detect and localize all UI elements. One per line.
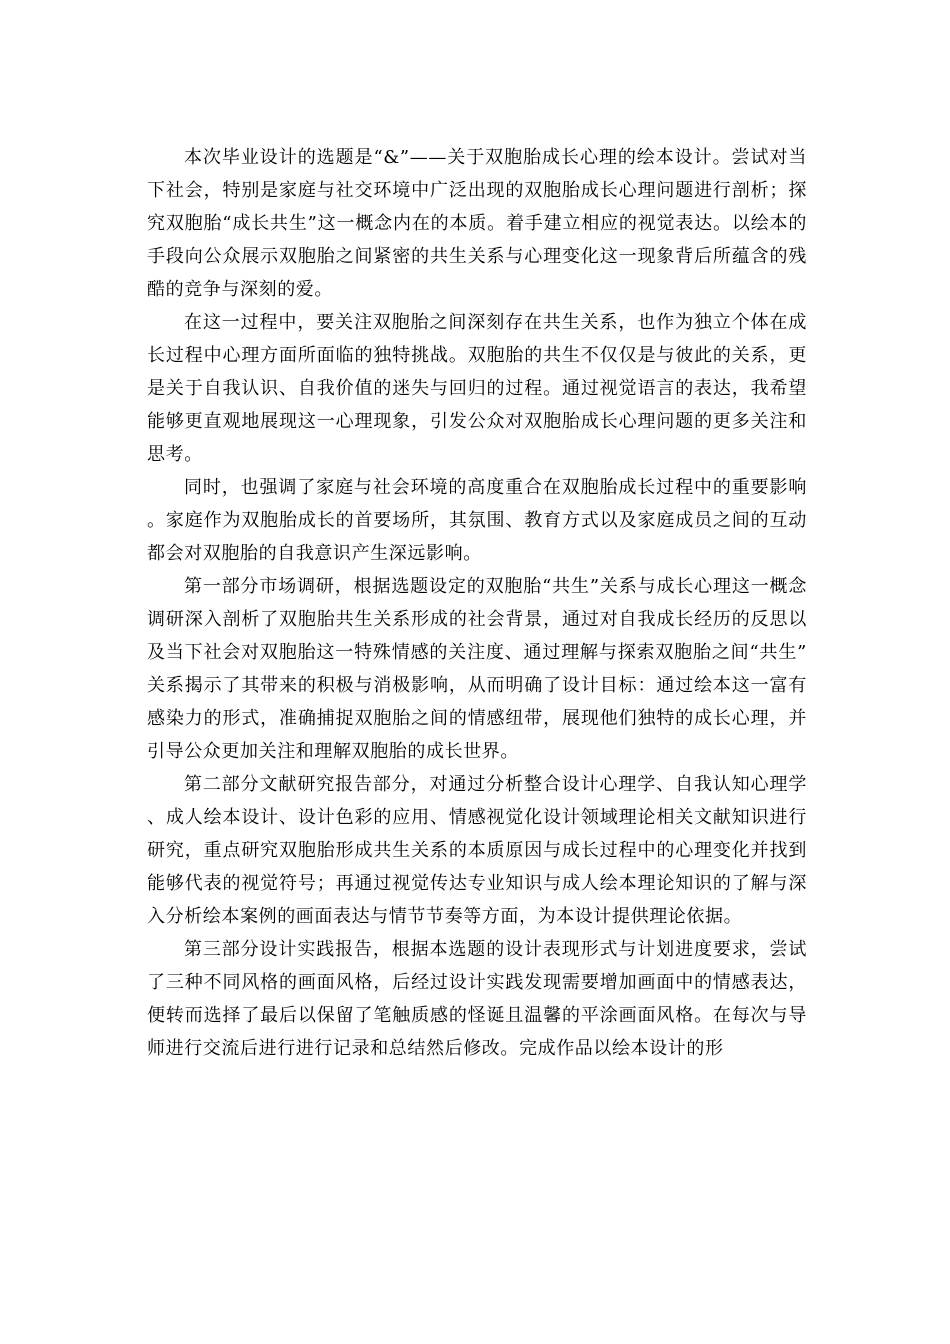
paragraph-family-environment: 同时，也强调了家庭与社会环境的高度重合在双胞胎成长过程中的重要影响。家庭作为双胞胎成长的首要场所，其氛围、教育方式以及家庭成员之间的互动都会对双胞胎的自我意识产生深远影响。 (147, 477, 807, 564)
paragraph-process-focus: 在这一过程中，要关注双胞胎之间深刻存在共生关系，也作为独立个体在成长过程中心理方面所面临的独特挑战。双胞胎的共生不仅仅是与彼此的关系，更是关于自我认识、自我价值的迷失与回归的过程。通过视觉语言的表达，我希望能够更直观地展现这一心理现象，引发公众对双胞胎成长心理问题的更多关注和思考。 (147, 312, 807, 465)
paragraph-part-two-literature-review: 第二部分文献研究报告部分，对通过分析整合设计心理学、自我认知心理学、成人绘本设计、设计色彩的应用、情感视觉化设计领域理论相关文献知识进行研究，重点研究双胞胎形成共生关系的本质原因与成长过程中的心理变化并找到能够代表的视觉符号；再通过视觉传达专业知识与成人绘本理论知识的了解与深入分析绘本案例的画面表达与情节节奏等方面，为本设计提供理论依据。 (147, 774, 807, 927)
paragraph-part-three-design-practice: 第三部分设计实践报告，根据本选题的设计表现形式与计划进度要求，尝试了三种不同风格的画面风格，后经过设计实践发现需要增加画面中的情感表达，便转而选择了最后以保留了笔触质感的怪诞且温馨的平涂画面风格。在每次与导师进行交流后进行进行记录和总结然后修改。完成作品以绘本设计的形 (147, 939, 807, 1059)
paragraph-part-one-market-research: 第一部分市场调研，根据选题设定的双胞胎“共生”关系与成长心理这一概念调研深入剖析了双胞胎共生关系形成的社会背景，通过对自我成长经历的反思以及当下社会对双胞胎这一特殊情感的关注度、通过理解与探索双胞胎之间“共生”关系揭示了其带来的积极与消极影响，从而明确了设计目标：通过绘本这一富有感染力的形式，准确捕捉双胞胎之间的情感纽带，展现他们独特的成长心理，并引导公众更加关注和理解双胞胎的成长世界。 (147, 576, 807, 762)
body-text (147, 141, 807, 1065)
paragraph-topic-intro: 本次毕业设计的选题是“&”——关于双胞胎成长心理的绘本设计。尝试对当下社会，特别是家庭与社交环境中广泛出现的双胞胎成长心理问题进行剖析；探究双胞胎“成长共生”这一概念内在的本质。着手建立相应的视觉表达。以绘本的手段向公众展示双胞胎之间紧密的共生关系与心理变化这一现象背后所蕴含的残酷的竞争与深刻的爱。 (147, 147, 807, 300)
